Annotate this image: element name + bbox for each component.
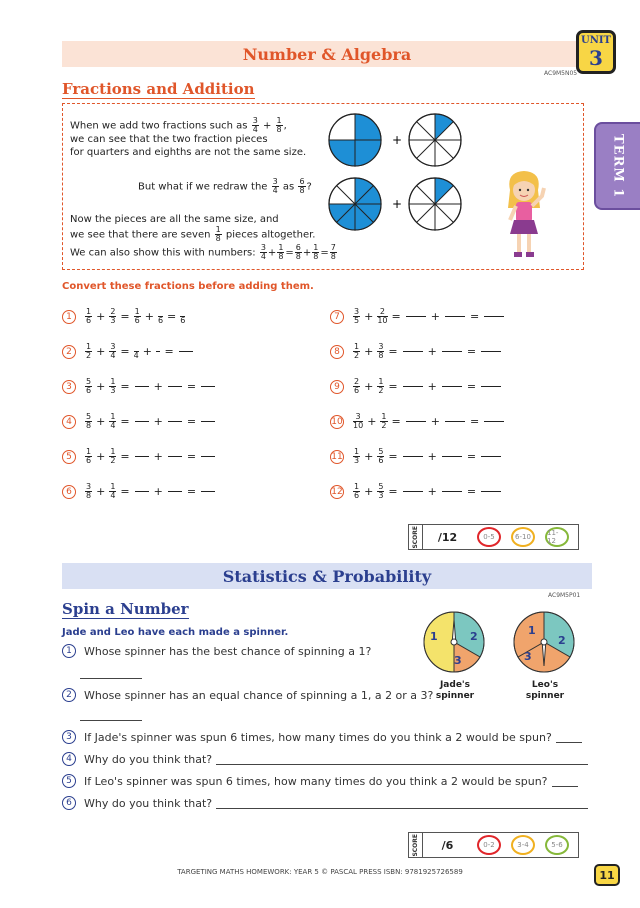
answer-line-1[interactable] <box>80 678 142 679</box>
problem-6: 6 $\frac{3}{8}$ + $\frac{1}{4}$ = + = <box>62 483 217 500</box>
question-2: 2 Whose spinner has an equal chance of spinning a 1, a 2 or a 3? <box>62 688 433 702</box>
jade-num-1: 1 <box>430 630 438 643</box>
problem-8: 8 $\frac{1}{2}$ + $\frac{3}{8}$ = + = <box>330 343 503 360</box>
answer-line-4[interactable] <box>216 754 588 765</box>
spinners-diagram <box>416 610 596 676</box>
score-box-2: SCORE /6 0-2 3-4 5-6 <box>408 832 579 858</box>
leo-num-1: 1 <box>528 624 536 637</box>
question-3: 3 If Jade's spinner was spun 6 times, how many times do you think a 2 would be spun? <box>62 730 582 744</box>
problem-4: 4 $\frac{5}{8}$ + $\frac{1}{4}$ = + = <box>62 413 217 430</box>
answer-line-6[interactable] <box>216 798 588 809</box>
quarters-circle <box>329 114 381 166</box>
numbers-line: We can also show this with numbers: $\frac{3}{4}$ + $\frac{1}{8}$ = $\frac{6}{8}$ + $\frac{1}{8}$ = $\frac{7}{8}$ <box>70 243 336 261</box>
eighths-circle-2 <box>409 178 461 230</box>
section-title-number-algebra: Number & Algebra <box>62 41 592 67</box>
leo-num-3: 3 <box>524 650 532 663</box>
problem-number: 10 <box>331 416 343 427</box>
sixths-circle <box>329 178 381 230</box>
problem-number: 12 <box>331 486 343 497</box>
problem-number: 11 <box>331 451 343 462</box>
leo-spinner-label: Leo's spinner <box>525 680 565 701</box>
answer-line-5[interactable] <box>552 776 578 787</box>
now-line1: Now the pieces are all the same size, and <box>70 214 279 225</box>
score-band[interactable]: 0-2 <box>477 835 501 855</box>
jade-spinner <box>424 612 484 672</box>
score-band[interactable]: 3-4 <box>511 835 535 855</box>
fractions-heading: Fractions and Addition <box>62 80 255 98</box>
answer-line-2[interactable] <box>80 720 142 721</box>
problem-7: 7 $\frac{3}{5}$ + $\frac{2}{10}$ = + = <box>330 308 506 325</box>
question-5: 5 If Leo's spinner was spun 6 times, how many times do you think a 2 would be spun? <box>62 774 578 788</box>
problem-number: 8 <box>330 345 344 359</box>
jade-num-3: 3 <box>454 654 462 667</box>
leo-spinner <box>514 612 574 672</box>
intro-line1: When we add two fractions such as $\frac{3}{4}$ + $\frac{1}{8}$ , <box>70 116 287 134</box>
problem-3: 3 $\frac{5}{6}$ + $\frac{1}{3}$ = + = <box>62 378 217 395</box>
jade-spinner-label: Jade's spinner <box>435 680 475 701</box>
answer-line-3[interactable] <box>556 732 582 743</box>
problem-number: 2 <box>62 345 76 359</box>
question-4: 4 Why do you think that? <box>62 752 588 766</box>
plus-sign: + <box>391 133 403 147</box>
fraction-circles-diagram <box>325 112 485 232</box>
problem-number: 1 <box>62 310 76 324</box>
problem-number: 3 <box>62 380 76 394</box>
page-number: 11 <box>594 864 620 886</box>
footer: TARGETING MATHS HOMEWORK: YEAR 5 © PASCAL PRESS ISBN: 9781925726589 <box>177 868 463 876</box>
svg-text:+: + <box>391 197 403 211</box>
question-1: 1 Whose spinner has the best chance of spinning a 1? <box>62 644 371 658</box>
score-box-1: SCORE /12 0-5 6-10 11-12 <box>408 524 579 550</box>
spin-heading: Spin a Number <box>62 600 189 618</box>
problem-2: 2 $\frac{1}{2}$ + $\frac{3}{4}$ = 4 + = <box>62 343 195 360</box>
girl-illustration <box>500 168 550 260</box>
problem-5: 5 $\frac{1}{6}$ + $\frac{1}{2}$ = + = <box>62 448 217 465</box>
section-title-statistics: Statistics & Probability <box>62 563 592 589</box>
redraw-line: But what if we redraw the $\frac{3}{4}$ as $\frac{6}{8}$ ? <box>138 177 312 195</box>
score-band[interactable]: 11-12 <box>545 527 569 547</box>
score-band[interactable]: 6-10 <box>511 527 535 547</box>
problem-number: 6 <box>62 485 76 499</box>
unit-label: UNIT <box>581 35 611 46</box>
spin-intro: Jade and Leo have each made a spinner. <box>62 627 289 638</box>
instruction: Convert these fractions before adding them. <box>62 281 314 292</box>
problem-number: 7 <box>330 310 344 324</box>
unit-badge <box>576 30 616 74</box>
problem-10: 10 $\frac{3}{10}$ + $\frac{1}{2}$ = + = <box>330 413 506 430</box>
problem-11: 11 $\frac{1}{3}$ + $\frac{5}{6}$ = + = <box>330 448 503 465</box>
now-line2: we see that there are seven $\frac{1}{8}$ pieces altogether. <box>70 225 316 243</box>
curriculum-code: AC9M5N05 <box>544 70 578 77</box>
problem-number: 4 <box>62 415 76 429</box>
problem-9: 9 $\frac{2}{6}$ + $\frac{1}{2}$ = + = <box>330 378 503 395</box>
intro-line2: we can see that the two fraction pieces <box>70 134 268 145</box>
intro-line3: for quarters and eighths are not the same size. <box>70 147 307 158</box>
score-total: /6 <box>422 833 472 857</box>
problem-number: 5 <box>62 450 76 464</box>
score-band[interactable]: 0-5 <box>477 527 501 547</box>
problem-12: 12 $\frac{1}{6}$ + $\frac{5}{3}$ = + = <box>330 483 503 500</box>
score-total: /12 <box>422 525 472 549</box>
curriculum-code-2: AC9M5P01 <box>548 592 581 599</box>
unit-number: 3 <box>589 46 603 70</box>
question-6: 6 Why do you think that? <box>62 796 588 810</box>
eighths-circle <box>409 114 461 166</box>
score-band[interactable]: 5-6 <box>545 835 569 855</box>
problem-1: 1 $\frac{1}{6}$ + $\frac{2}{3}$ = $\frac{1}{6}$ + 6 = 6 <box>62 308 186 325</box>
leo-num-2: 2 <box>558 634 566 647</box>
problem-number: 9 <box>330 380 344 394</box>
term-tab: TERM 1 <box>594 122 640 210</box>
jade-num-2: 2 <box>470 630 478 643</box>
